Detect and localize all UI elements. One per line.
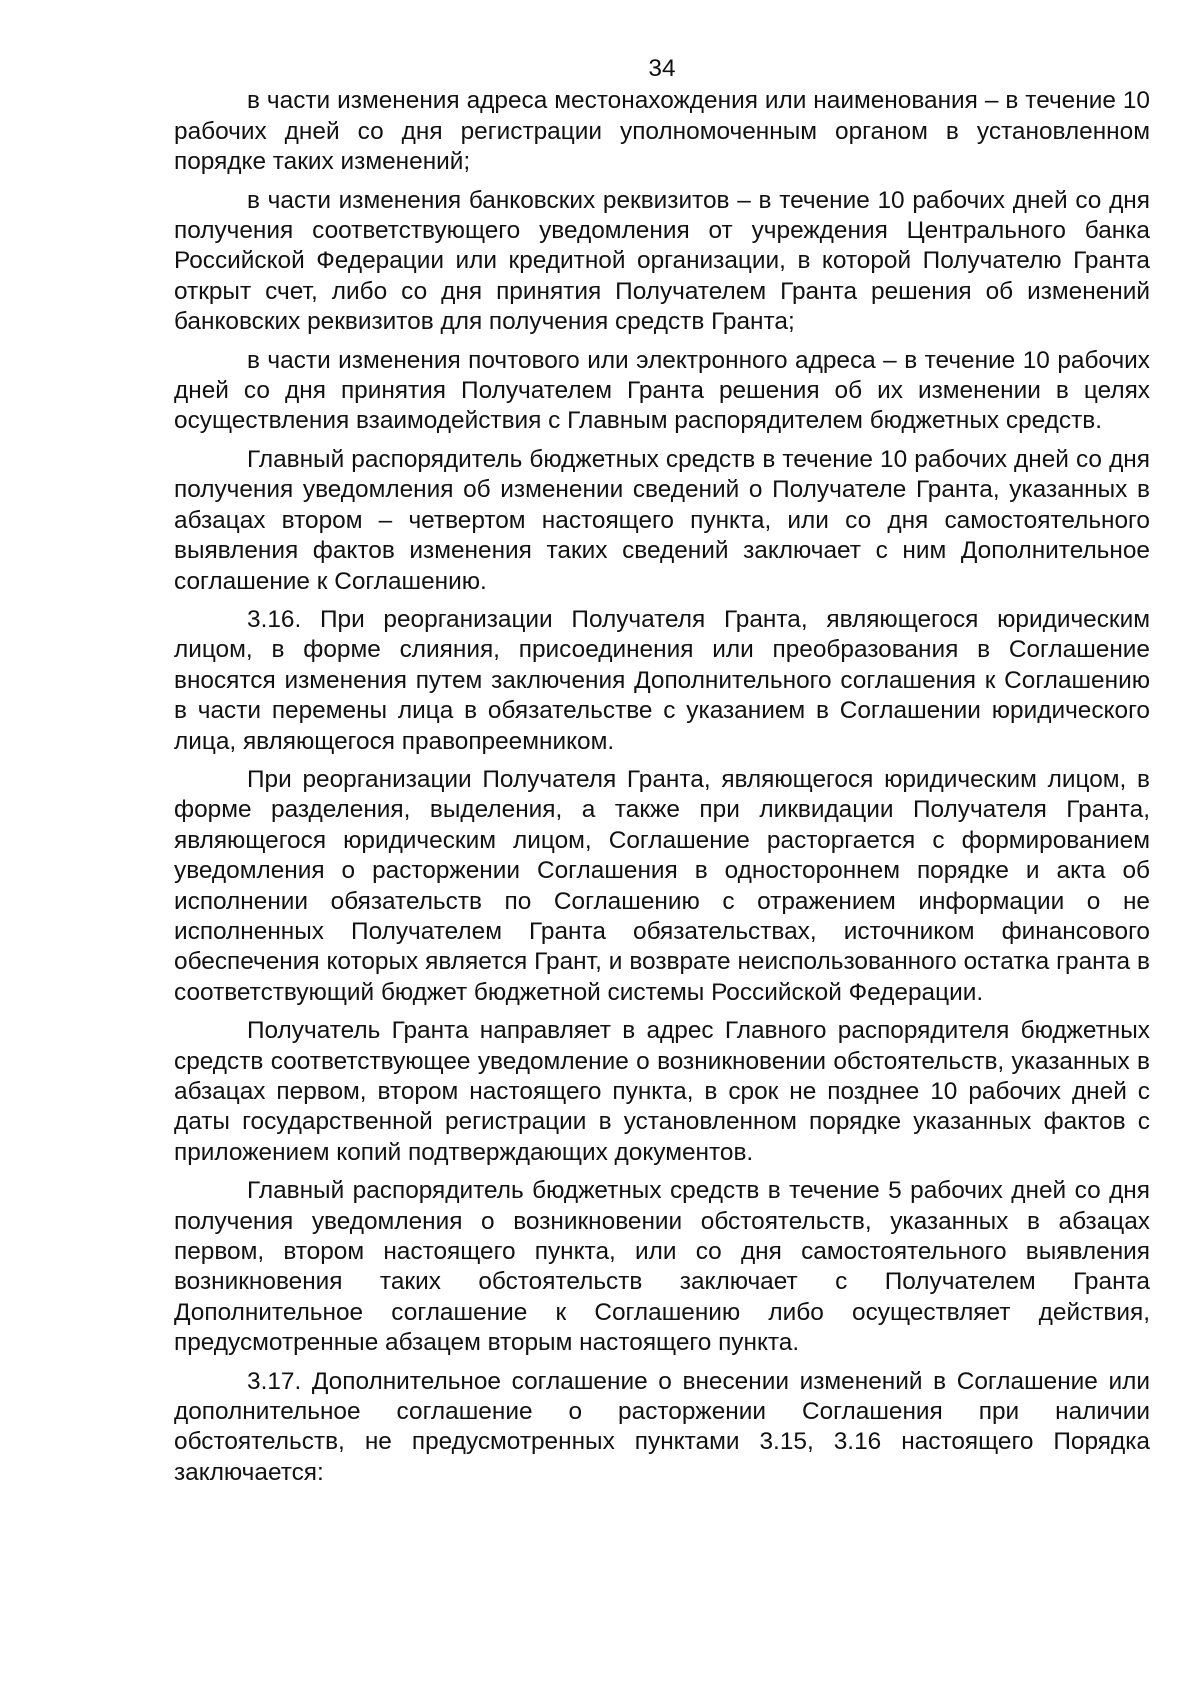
paragraph-bank-details-change: в части изменения банковских реквизитов – в течение 10 рабочих дней со дня получения соответствующего уведомления от учреждения Центрального банка Российской Федерации или кредитной организации, в которой Получателю Гранта открыт счет, либо со дня принятия Получателем Гранта решения об изменений банковских реквизитов для получения средств Гранта; (174, 186, 1150, 336)
page-number: 34 (648, 55, 676, 82)
paragraph-address-change: в части изменения адреса местонахождения или наименования – в течение 10 рабочих дней со дня регистрации уполномоченным органом в установленном порядке таких изменений; (174, 87, 1150, 176)
document-page (174, 54, 1150, 1496)
paragraph-reorganization-termination: При реорганизации Получателя Гранта, являющегося юридическим лицом, в форме разделения, выделения, а также при ликвидации Получателя Гранта, являющегося юридическим лицом, Соглашение расторгается с формированием уведомления о расторжении Соглашения в одностороннем порядке и акта об исполнении обязательств по Соглашению с отражением информации о не исполненных Получателем Гранта обязательствах, источником финансового обеспечения которых является Грант, и возврате неиспользованного остатка гранта в соответствующий бюджет бюджетной системы Российской Федерации. (174, 765, 1150, 1006)
paragraph-3-16-reorganization: 3.16. При реорганизации Получателя Гранта, являющегося юридическим лицом, в форме слияния, присоединения или преобразования в Соглашение вносятся изменения путем заключения Дополнительного соглашения к Соглашению в части перемены лица в обязательстве с указанием в Соглашении юридического лица, являющегося правопреемником. (174, 605, 1150, 755)
paragraph-postal-email-change: в части изменения почтового или электронного адреса – в течение 10 рабочих дней со дня принятия Получателем Гранта решения об их изменении в целях осуществления взаимодействия с Главным распорядителем бюджетных средств. (174, 346, 1150, 435)
paragraph-3-17-additional-agreement: 3.17. Дополнительное соглашение о внесении изменений в Соглашение или дополнительное соглашение о расторжении Соглашения при наличии обстоятельств, не предусмотренных пунктами 3.15, 3.16 настоящего Порядка заключается: (174, 1367, 1150, 1486)
paragraph-additional-agreement: Главный распорядитель бюджетных средств в течение 10 рабочих дней со дня получения уведомления об изменении сведений о Получателе Гранта, указанных в абзацах втором – четвертом настоящего пункта, или со дня самостоятельного выявления фактов изменения таких сведений заключает с ним Дополнительное соглашение к Соглашению. (174, 445, 1150, 595)
paragraph-recipient-notification: Получатель Гранта направляет в адрес Главного распорядителя бюджетных средств соответствующее уведомление о возникновении обстоятельств, указанных в абзацах первом, втором настоящего пункта, в срок не позднее 10 рабочих дней с даты государственной регистрации в установленном порядке указанных фактов с приложением копий подтверждающих документов. (174, 1017, 1150, 1166)
paragraph-distributor-action: Главный распорядитель бюджетных средств в течение 5 рабочих дней со дня получения уведомления о возникновении обстоятельств, указанных в абзацах первом, втором настоящего пункта, или со дня самостоятельного выявления возникновения таких обстоятельств заключает с Получателем Гранта Дополнительное соглашение к Соглашению либо осуществляет действия, предусмотренные абзацем вторым настоящего пункта. (174, 1177, 1150, 1357)
